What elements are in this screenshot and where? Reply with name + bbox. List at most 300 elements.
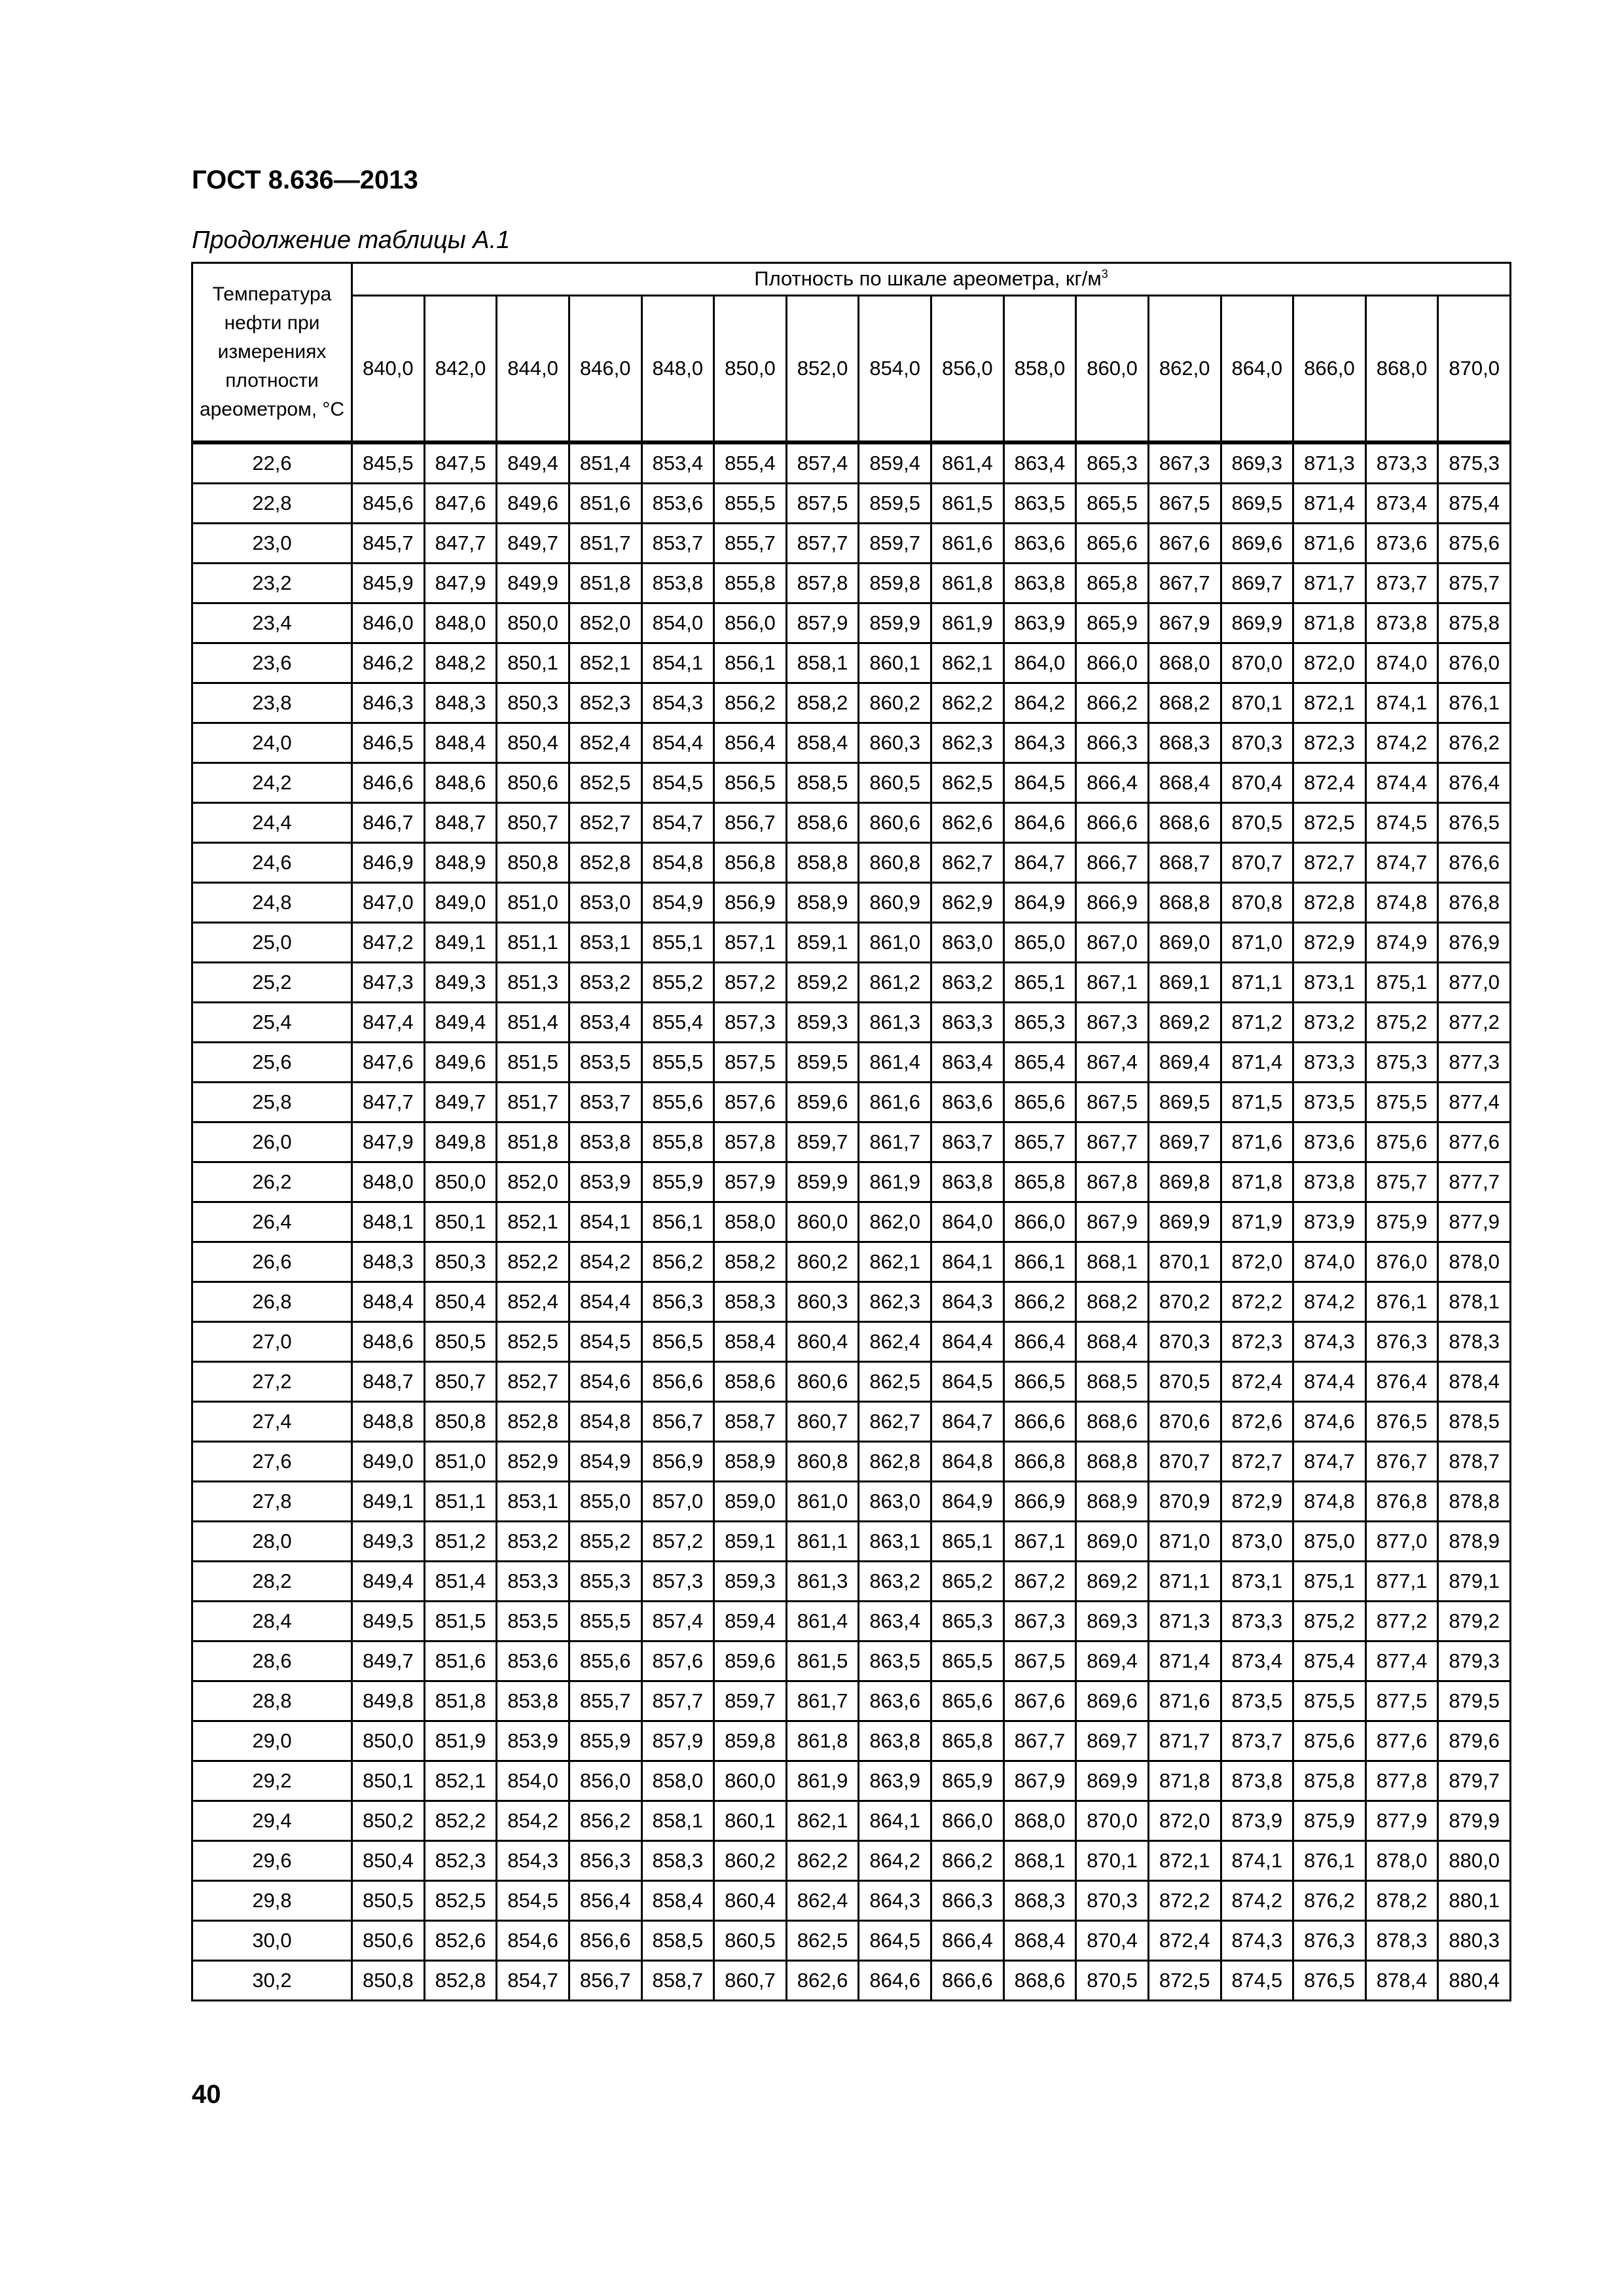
density-cell: 869,6 xyxy=(1076,1681,1149,1721)
density-cell: 866,9 xyxy=(1003,1482,1076,1522)
density-column-header: 846,0 xyxy=(569,295,641,442)
density-cell: 871,2 xyxy=(1221,1003,1293,1043)
density-cell: 860,5 xyxy=(859,763,931,803)
density-cell: 848,9 xyxy=(424,843,497,883)
density-cell: 865,7 xyxy=(1003,1122,1076,1162)
density-cell: 869,4 xyxy=(1148,1043,1221,1083)
density-cell: 860,0 xyxy=(714,1761,787,1801)
density-cell: 854,1 xyxy=(641,643,714,683)
density-cell: 856,6 xyxy=(641,1362,714,1402)
density-cell: 861,8 xyxy=(931,564,1004,603)
density-cell: 855,8 xyxy=(714,564,787,603)
density-cell: 864,3 xyxy=(859,1881,931,1921)
density-cell: 874,3 xyxy=(1293,1322,1366,1362)
density-cell: 849,6 xyxy=(424,1043,497,1083)
density-cell: 871,0 xyxy=(1221,923,1293,963)
density-cell: 874,4 xyxy=(1293,1362,1366,1402)
density-cell: 871,3 xyxy=(1148,1602,1221,1641)
density-cell: 852,6 xyxy=(424,1921,497,1961)
density-cell: 873,6 xyxy=(1293,1122,1366,1162)
density-cell: 864,5 xyxy=(931,1362,1004,1402)
density-cell: 877,4 xyxy=(1438,1083,1511,1122)
density-cell: 878,2 xyxy=(1365,1881,1438,1921)
density-cell: 872,0 xyxy=(1221,1242,1293,1282)
density-cell: 868,1 xyxy=(1003,1841,1076,1881)
density-cell: 869,5 xyxy=(1148,1083,1221,1122)
temperature-cell: 30,0 xyxy=(192,1921,352,1961)
density-cell: 864,5 xyxy=(859,1921,931,1961)
table-caption: Продолжение таблицы А.1 xyxy=(192,226,511,254)
density-cell: 872,2 xyxy=(1148,1881,1221,1921)
density-cell: 858,0 xyxy=(714,1202,787,1242)
density-cell: 870,0 xyxy=(1076,1801,1149,1841)
density-cell: 851,7 xyxy=(569,524,641,564)
density-cell: 863,2 xyxy=(931,963,1004,1003)
density-cell: 871,8 xyxy=(1293,603,1366,643)
density-cell: 852,9 xyxy=(497,1442,569,1482)
density-cell: 878,3 xyxy=(1365,1921,1438,1961)
density-column-header: 858,0 xyxy=(1003,295,1076,442)
density-cell: 868,8 xyxy=(1076,1442,1149,1482)
density-cell: 846,7 xyxy=(352,803,425,843)
table-row xyxy=(192,643,1511,683)
density-cell: 873,9 xyxy=(1221,1801,1293,1841)
density-cell: 860,2 xyxy=(786,1242,859,1282)
table-row xyxy=(192,883,1511,923)
density-cell: 867,7 xyxy=(1003,1721,1076,1761)
density-cell: 867,9 xyxy=(1148,603,1221,643)
density-cell: 872,1 xyxy=(1148,1841,1221,1881)
density-cell: 853,2 xyxy=(569,963,641,1003)
density-cell: 848,4 xyxy=(352,1282,425,1322)
density-cell: 876,4 xyxy=(1438,763,1511,803)
density-cell: 846,9 xyxy=(352,843,425,883)
density-cell: 857,5 xyxy=(714,1043,787,1083)
density-cell: 872,8 xyxy=(1293,883,1366,923)
density-cell: 873,4 xyxy=(1221,1641,1293,1681)
density-cell: 863,2 xyxy=(859,1562,931,1602)
density-cell: 861,9 xyxy=(786,1761,859,1801)
density-cell: 869,7 xyxy=(1076,1721,1149,1761)
density-cell: 850,0 xyxy=(424,1162,497,1202)
density-cell: 873,3 xyxy=(1365,442,1438,484)
density-cell: 851,9 xyxy=(424,1721,497,1761)
density-cell: 856,8 xyxy=(714,843,787,883)
density-cell: 872,0 xyxy=(1148,1801,1221,1841)
density-cell: 868,2 xyxy=(1076,1282,1149,1322)
density-cell: 859,7 xyxy=(786,1122,859,1162)
density-cell: 847,9 xyxy=(424,564,497,603)
density-cell: 871,5 xyxy=(1221,1083,1293,1122)
density-cell: 846,3 xyxy=(352,683,425,723)
density-cell: 852,8 xyxy=(569,843,641,883)
density-cell: 849,4 xyxy=(497,442,569,484)
density-cell: 851,0 xyxy=(424,1442,497,1482)
density-cell: 862,8 xyxy=(859,1442,931,1482)
table-row xyxy=(192,1402,1511,1442)
density-cell: 866,0 xyxy=(931,1801,1004,1841)
density-cell: 851,2 xyxy=(424,1522,497,1562)
density-cell: 869,9 xyxy=(1221,603,1293,643)
density-cell: 870,6 xyxy=(1148,1402,1221,1442)
density-cell: 872,4 xyxy=(1221,1362,1293,1402)
density-cell: 850,4 xyxy=(424,1282,497,1322)
temperature-cell: 28,6 xyxy=(192,1641,352,1681)
density-cell: 850,0 xyxy=(352,1721,425,1761)
temperature-cell: 22,6 xyxy=(192,442,352,484)
density-cell: 875,6 xyxy=(1438,524,1511,564)
density-cell: 858,4 xyxy=(641,1881,714,1921)
density-cell: 858,9 xyxy=(786,883,859,923)
table-row xyxy=(192,1282,1511,1322)
density-cell: 858,7 xyxy=(714,1402,787,1442)
density-cell: 880,1 xyxy=(1438,1881,1511,1921)
density-cell: 858,2 xyxy=(786,683,859,723)
density-cell: 850,0 xyxy=(497,603,569,643)
density-cell: 860,2 xyxy=(714,1841,787,1881)
temperature-cell: 28,8 xyxy=(192,1681,352,1721)
density-cell: 876,0 xyxy=(1438,643,1511,683)
table-row xyxy=(192,763,1511,803)
density-cell: 856,7 xyxy=(641,1402,714,1442)
density-cell: 867,8 xyxy=(1076,1162,1149,1202)
table-row xyxy=(192,1641,1511,1681)
density-cell: 846,6 xyxy=(352,763,425,803)
density-cell: 860,4 xyxy=(786,1322,859,1362)
density-cell: 852,5 xyxy=(497,1322,569,1362)
density-cell: 864,6 xyxy=(1003,803,1076,843)
density-cell: 874,6 xyxy=(1293,1402,1366,1442)
density-cell: 870,8 xyxy=(1221,883,1293,923)
density-cell: 855,7 xyxy=(569,1681,641,1721)
density-column-header: 852,0 xyxy=(786,295,859,442)
density-cell: 849,7 xyxy=(424,1083,497,1122)
density-cell: 873,5 xyxy=(1293,1083,1366,1122)
density-cell: 868,3 xyxy=(1148,723,1221,763)
table-row xyxy=(192,723,1511,763)
density-group-header-text: Плотность по шкале ареометра, кг/м xyxy=(754,267,1102,291)
density-cell: 861,2 xyxy=(859,963,931,1003)
density-cell: 871,4 xyxy=(1148,1641,1221,1681)
density-cell: 871,0 xyxy=(1148,1522,1221,1562)
density-cell: 861,9 xyxy=(931,603,1004,643)
density-cell: 862,1 xyxy=(931,643,1004,683)
density-cell: 857,2 xyxy=(641,1522,714,1562)
density-cell: 856,0 xyxy=(569,1761,641,1801)
density-cell: 865,6 xyxy=(1076,524,1149,564)
density-cell: 875,0 xyxy=(1293,1522,1366,1562)
density-cell: 870,9 xyxy=(1148,1482,1221,1522)
density-cell: 874,1 xyxy=(1221,1841,1293,1881)
density-cell: 875,8 xyxy=(1293,1761,1366,1801)
density-cell: 851,4 xyxy=(497,1003,569,1043)
density-cell: 873,9 xyxy=(1293,1202,1366,1242)
density-cell: 852,2 xyxy=(424,1801,497,1841)
density-cell: 858,6 xyxy=(786,803,859,843)
density-cell: 856,9 xyxy=(714,883,787,923)
density-cell: 856,1 xyxy=(641,1202,714,1242)
density-cell: 870,7 xyxy=(1148,1442,1221,1482)
density-cell: 863,6 xyxy=(1003,524,1076,564)
density-cell: 849,9 xyxy=(497,564,569,603)
density-cell: 854,2 xyxy=(569,1242,641,1282)
density-cell: 857,3 xyxy=(641,1562,714,1602)
table-row xyxy=(192,603,1511,643)
density-column-header: 870,0 xyxy=(1438,295,1511,442)
density-cell: 867,7 xyxy=(1076,1122,1149,1162)
density-cell: 850,6 xyxy=(497,763,569,803)
density-column-header: 840,0 xyxy=(352,295,425,442)
density-cell: 852,7 xyxy=(569,803,641,843)
density-cell: 871,6 xyxy=(1148,1681,1221,1721)
temperature-column-header: Температура нефти при измерениях плотности ареометром, °С xyxy=(192,263,352,443)
density-cell: 855,9 xyxy=(569,1721,641,1761)
density-cell: 856,2 xyxy=(641,1242,714,1282)
density-cell: 865,3 xyxy=(931,1602,1004,1641)
table-row xyxy=(192,1202,1511,1242)
density-cell: 875,4 xyxy=(1438,484,1511,524)
density-cell: 868,0 xyxy=(1003,1801,1076,1841)
density-cell: 863,5 xyxy=(859,1641,931,1681)
density-cell: 873,8 xyxy=(1365,603,1438,643)
density-cell: 874,3 xyxy=(1221,1921,1293,1961)
density-cell: 860,1 xyxy=(714,1801,787,1841)
density-cell: 853,5 xyxy=(569,1043,641,1083)
density-cell: 871,8 xyxy=(1148,1761,1221,1801)
table-row xyxy=(192,1921,1511,1961)
density-cell: 872,9 xyxy=(1293,923,1366,963)
density-cell: 872,4 xyxy=(1293,763,1366,803)
density-cell: 859,0 xyxy=(714,1482,787,1522)
density-cell: 859,7 xyxy=(859,524,931,564)
density-cell: 855,5 xyxy=(641,1043,714,1083)
density-cell: 870,4 xyxy=(1076,1921,1149,1961)
density-cell: 876,9 xyxy=(1438,923,1511,963)
density-cell: 857,4 xyxy=(786,442,859,484)
density-cell: 866,2 xyxy=(1003,1282,1076,1322)
temperature-cell: 25,2 xyxy=(192,963,352,1003)
density-cell: 878,0 xyxy=(1438,1242,1511,1282)
density-cell: 853,8 xyxy=(569,1122,641,1162)
density-cell: 877,8 xyxy=(1365,1761,1438,1801)
density-column-header: 866,0 xyxy=(1293,295,1366,442)
density-cell: 862,5 xyxy=(931,763,1004,803)
density-cell: 863,0 xyxy=(931,923,1004,963)
density-cell: 857,4 xyxy=(641,1602,714,1641)
density-cell: 856,3 xyxy=(569,1841,641,1881)
density-cell: 846,5 xyxy=(352,723,425,763)
density-cell: 872,9 xyxy=(1221,1482,1293,1522)
temperature-cell: 24,6 xyxy=(192,843,352,883)
temperature-cell: 25,6 xyxy=(192,1043,352,1083)
table-row xyxy=(192,1522,1511,1562)
density-cell: 879,5 xyxy=(1438,1681,1511,1721)
density-columns-row xyxy=(192,295,1511,442)
density-cell: 859,4 xyxy=(714,1602,787,1641)
density-cell: 869,5 xyxy=(1221,484,1293,524)
density-cell: 875,3 xyxy=(1365,1043,1438,1083)
density-cell: 873,5 xyxy=(1221,1681,1293,1721)
density-cell: 870,4 xyxy=(1221,763,1293,803)
temperature-cell: 29,6 xyxy=(192,1841,352,1881)
density-cell: 871,1 xyxy=(1148,1562,1221,1602)
density-cell: 850,8 xyxy=(424,1402,497,1442)
density-cell: 852,1 xyxy=(569,643,641,683)
density-cell: 858,1 xyxy=(641,1801,714,1841)
temperature-cell: 26,2 xyxy=(192,1162,352,1202)
temperature-cell: 23,6 xyxy=(192,643,352,683)
density-cell: 856,0 xyxy=(714,603,787,643)
density-cell: 852,7 xyxy=(497,1362,569,1402)
density-cell: 854,0 xyxy=(641,603,714,643)
density-cell: 860,7 xyxy=(786,1402,859,1442)
density-cell: 872,4 xyxy=(1148,1921,1221,1961)
density-cell: 868,4 xyxy=(1003,1921,1076,1961)
density-cell: 875,5 xyxy=(1365,1083,1438,1122)
density-cell: 875,7 xyxy=(1438,564,1511,603)
density-cell: 874,2 xyxy=(1365,723,1438,763)
density-cell: 865,6 xyxy=(931,1681,1004,1721)
density-cell: 856,5 xyxy=(714,763,787,803)
density-cell: 867,1 xyxy=(1003,1522,1076,1562)
density-cell: 872,3 xyxy=(1221,1322,1293,1362)
table-row xyxy=(192,1043,1511,1083)
density-cell: 876,3 xyxy=(1365,1322,1438,1362)
density-cell: 869,3 xyxy=(1076,1602,1149,1641)
density-cell: 865,3 xyxy=(1076,442,1149,484)
density-cell: 877,6 xyxy=(1438,1122,1511,1162)
density-cell: 861,1 xyxy=(786,1522,859,1562)
table-row xyxy=(192,564,1511,603)
density-cell: 855,5 xyxy=(714,484,787,524)
density-cell: 854,4 xyxy=(569,1282,641,1322)
density-cell: 850,5 xyxy=(352,1881,425,1921)
density-cell: 866,1 xyxy=(1003,1242,1076,1282)
density-cell: 852,5 xyxy=(569,763,641,803)
density-cell: 859,5 xyxy=(859,484,931,524)
density-cell: 869,2 xyxy=(1076,1562,1149,1602)
density-cell: 872,3 xyxy=(1293,723,1366,763)
density-cell: 862,9 xyxy=(931,883,1004,923)
temperature-cell: 29,2 xyxy=(192,1761,352,1801)
density-column-header: 844,0 xyxy=(497,295,569,442)
density-cell: 873,6 xyxy=(1365,524,1438,564)
density-cell: 865,9 xyxy=(931,1761,1004,1801)
density-cell: 866,2 xyxy=(1076,683,1149,723)
density-cell: 877,2 xyxy=(1438,1003,1511,1043)
density-cell: 860,6 xyxy=(786,1362,859,1402)
density-cell: 875,9 xyxy=(1293,1801,1366,1841)
density-cell: 845,5 xyxy=(352,442,425,484)
density-cell: 872,5 xyxy=(1148,1961,1221,2001)
density-unit-superscript: 3 xyxy=(1101,268,1108,281)
table-row xyxy=(192,963,1511,1003)
density-cell: 861,3 xyxy=(786,1562,859,1602)
density-cell: 867,4 xyxy=(1076,1043,1149,1083)
density-cell: 870,7 xyxy=(1221,843,1293,883)
temperature-cell: 26,8 xyxy=(192,1282,352,1322)
density-cell: 876,5 xyxy=(1365,1402,1438,1442)
density-cell: 866,3 xyxy=(1076,723,1149,763)
density-cell: 849,8 xyxy=(424,1122,497,1162)
temperature-cell: 26,0 xyxy=(192,1122,352,1162)
density-cell: 874,7 xyxy=(1365,843,1438,883)
density-cell: 862,6 xyxy=(786,1961,859,2001)
density-cell: 862,3 xyxy=(931,723,1004,763)
table-row xyxy=(192,1482,1511,1522)
density-cell: 862,5 xyxy=(859,1362,931,1402)
density-cell: 860,3 xyxy=(786,1282,859,1322)
density-cell: 875,4 xyxy=(1293,1641,1366,1681)
density-cell: 864,0 xyxy=(931,1202,1004,1242)
density-cell: 852,2 xyxy=(497,1242,569,1282)
density-cell: 865,8 xyxy=(1003,1162,1076,1202)
density-cell: 873,0 xyxy=(1221,1522,1293,1562)
temperature-cell: 25,0 xyxy=(192,923,352,963)
density-cell: 851,1 xyxy=(497,923,569,963)
density-cell: 851,6 xyxy=(424,1641,497,1681)
density-cell: 869,7 xyxy=(1221,564,1293,603)
density-cell: 851,5 xyxy=(424,1602,497,1641)
table-row xyxy=(192,1681,1511,1721)
density-cell: 865,1 xyxy=(1003,963,1076,1003)
density-cell: 868,2 xyxy=(1148,683,1221,723)
density-cell: 857,7 xyxy=(786,524,859,564)
density-cell: 848,1 xyxy=(352,1202,425,1242)
table-row xyxy=(192,1322,1511,1362)
density-cell: 861,6 xyxy=(859,1083,931,1122)
density-cell: 854,8 xyxy=(569,1402,641,1442)
density-cell: 877,0 xyxy=(1365,1522,1438,1562)
density-cell: 864,4 xyxy=(931,1322,1004,1362)
density-cell: 864,3 xyxy=(931,1282,1004,1322)
density-cell: 861,5 xyxy=(931,484,1004,524)
density-cell: 853,8 xyxy=(641,564,714,603)
density-cell: 857,8 xyxy=(714,1122,787,1162)
density-cell: 862,5 xyxy=(786,1921,859,1961)
density-cell: 849,3 xyxy=(352,1522,425,1562)
temperature-cell: 24,4 xyxy=(192,803,352,843)
density-cell: 863,4 xyxy=(931,1043,1004,1083)
density-cell: 861,4 xyxy=(931,442,1004,484)
density-cell: 860,8 xyxy=(859,843,931,883)
density-cell: 852,8 xyxy=(424,1961,497,2001)
density-cell: 876,5 xyxy=(1438,803,1511,843)
density-cell: 862,0 xyxy=(859,1202,931,1242)
density-cell: 880,0 xyxy=(1438,1841,1511,1881)
density-cell: 878,9 xyxy=(1438,1522,1511,1562)
density-cell: 850,7 xyxy=(424,1362,497,1402)
density-cell: 857,6 xyxy=(641,1641,714,1681)
density-cell: 874,2 xyxy=(1221,1881,1293,1921)
density-cell: 847,6 xyxy=(352,1043,425,1083)
density-cell: 874,5 xyxy=(1221,1961,1293,2001)
density-cell: 875,1 xyxy=(1365,963,1438,1003)
density-column-header: 848,0 xyxy=(641,295,714,442)
density-cell: 863,0 xyxy=(859,1482,931,1522)
density-cell: 879,2 xyxy=(1438,1602,1511,1641)
density-cell: 854,0 xyxy=(497,1761,569,1801)
density-cell: 867,9 xyxy=(1076,1202,1149,1242)
density-cell: 849,4 xyxy=(424,1003,497,1043)
density-cell: 867,6 xyxy=(1148,524,1221,564)
density-cell: 859,3 xyxy=(786,1003,859,1043)
density-cell: 868,0 xyxy=(1148,643,1221,683)
density-cell: 856,6 xyxy=(569,1921,641,1961)
density-cell: 866,0 xyxy=(1003,1202,1076,1242)
table-row xyxy=(192,1442,1511,1482)
density-cell: 872,5 xyxy=(1293,803,1366,843)
